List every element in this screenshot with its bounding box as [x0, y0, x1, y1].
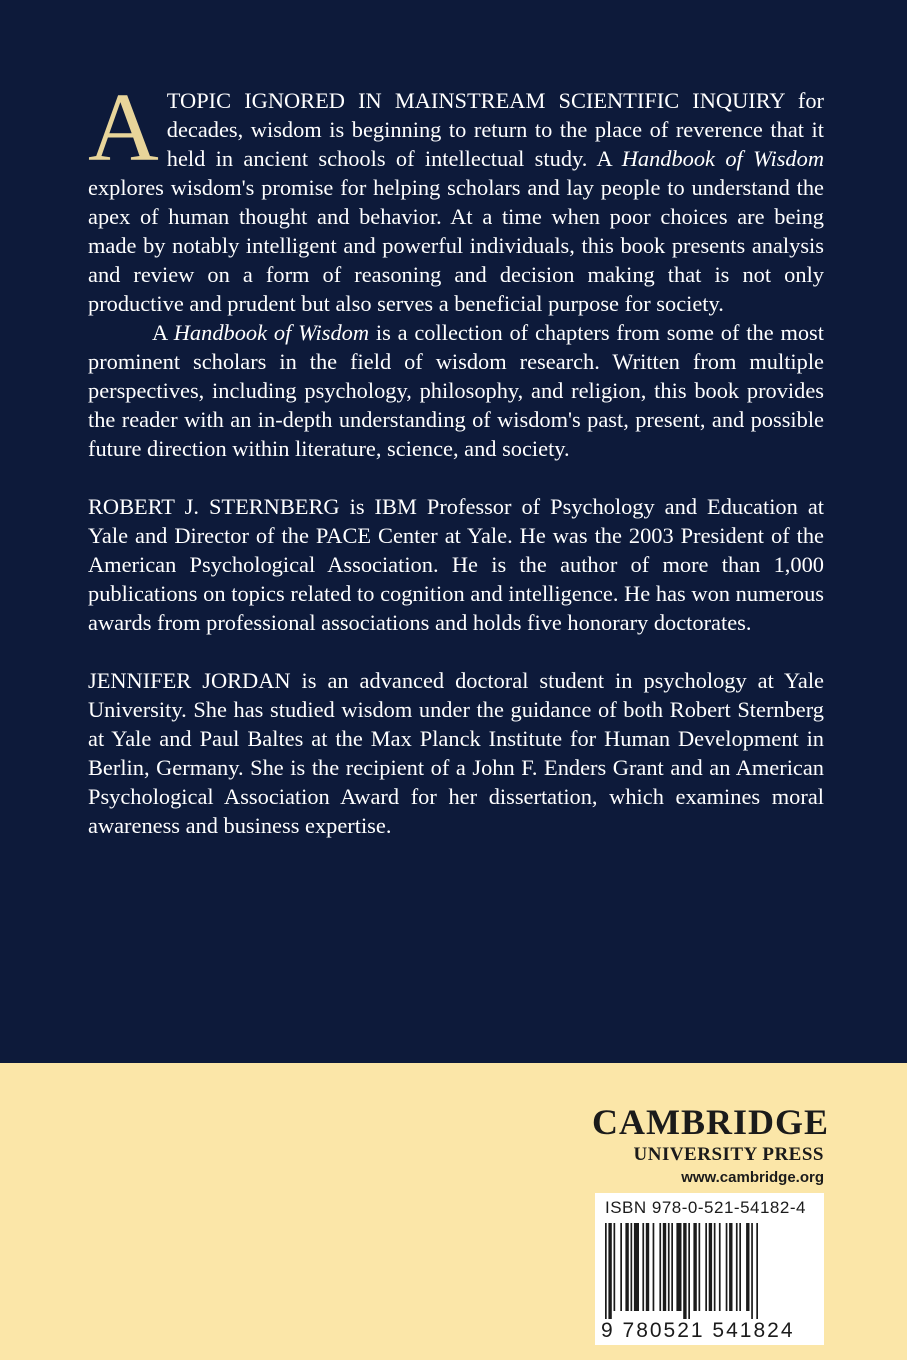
barcode-digits: 9 780521 541824 [601, 1319, 795, 1342]
barcode-bar [726, 1223, 728, 1311]
barcode-bar [605, 1223, 607, 1319]
barcode-bar [620, 1223, 622, 1311]
book-title: Handbook of Wisdom [173, 320, 370, 345]
book-title: Handbook of Wisdom [621, 146, 824, 171]
author-bio-sternberg: ROBERT J. STERNBERG is IBM Professor of Psychology and Education at Yale and Director of the PACE Center at Yale. He was the 2003 President of the American Psychological Association. He is the author of more than 1,000 publications on topics related to cognition and intelligence. He has won numerous awards from professional associations and holds five honorary doctorates. [88, 494, 824, 635]
barcode-bar [693, 1223, 696, 1311]
barcode-bar [642, 1223, 644, 1311]
barcode-bar [719, 1223, 721, 1311]
barcode-bar [756, 1223, 758, 1319]
blurb-text-run: A [152, 320, 174, 345]
barcode-bar [739, 1223, 741, 1311]
blurb-text [88, 74, 824, 840]
barcode-bar [688, 1223, 690, 1319]
blurb-text-run: for decades, wisdom is beginning to return to the place of reverence that it held in ancient schools of intellectual study. A [166, 88, 824, 171]
barcode-bar [714, 1223, 716, 1311]
barcode-bar [625, 1223, 628, 1311]
barcode-bar [631, 1223, 633, 1311]
barcode-bar [729, 1223, 732, 1311]
barcode-bar [608, 1223, 611, 1319]
barcode-bar [671, 1223, 673, 1311]
blurb-text-run: is a collection of chapters from some of the most prominent scholars in the field of wisdom research. Written from multiple perspectives, including psychology, philosophy, and religion, this book provides the reader with an in-depth understanding of wisdom's past, present, and possible future direction within literature, science, and society. [88, 320, 824, 461]
barcode-bar [751, 1223, 753, 1319]
barcode-bar [676, 1223, 681, 1311]
barcode-bar [709, 1223, 712, 1311]
barcode-bar [668, 1223, 670, 1311]
publisher-logo [592, 1102, 830, 1188]
publisher-url: www.cambridge.org [681, 1169, 824, 1186]
barcode-bar [705, 1223, 707, 1311]
publisher-name: CAMBRIDGE [592, 1102, 830, 1142]
barcode-bar [746, 1223, 749, 1311]
author-bio-jordan: JENNIFER JORDAN is an advanced doctoral student in psychology at Yale University. She has studied wisdom under the guidance of both Robert Sternberg at Yale and Paul Baltes at the Max Planck Institute for Human Development in Berlin, Germany. She is the recipient of a John F. Enders Grant and an American Psychological Association Award for her dissertation, which examines moral awareness and business expertise. [88, 668, 824, 838]
blurb-text-run: explores wisdom's promise for helping scholars and lay people to understand the apex of human thought and behavior. At a time when poor choices are being made by notably intelligent and powerful individuals, this book presents analysis and review on a form of reasoning and decision making that is not only productive and prudent but also serves a beneficial purpose for society. [88, 175, 824, 316]
isbn-label: ISBN 978-0-521-54182-4 [605, 1198, 806, 1217]
blurb-paragraph-1 [88, 74, 824, 318]
publisher-subtitle: UNIVERSITY PRESS [633, 1144, 824, 1165]
opening-caps: TOPIC IGNORED IN MAINSTREAM SCIENTIFIC INQUIRY [166, 88, 785, 113]
barcode-bar [634, 1223, 639, 1311]
barcode-bar [659, 1223, 661, 1311]
barcode-bar [646, 1223, 649, 1311]
barcode-bar [683, 1223, 686, 1319]
drop-cap: A [88, 74, 159, 182]
barcode-bar [614, 1223, 616, 1311]
barcode-bar [663, 1223, 666, 1311]
barcode-bar [699, 1223, 701, 1311]
blurb-paragraph-2 [88, 318, 824, 463]
barcode-bar [736, 1223, 738, 1311]
barcode [595, 1193, 824, 1345]
barcode-bar [653, 1223, 655, 1311]
barcode-bars [605, 1223, 815, 1319]
